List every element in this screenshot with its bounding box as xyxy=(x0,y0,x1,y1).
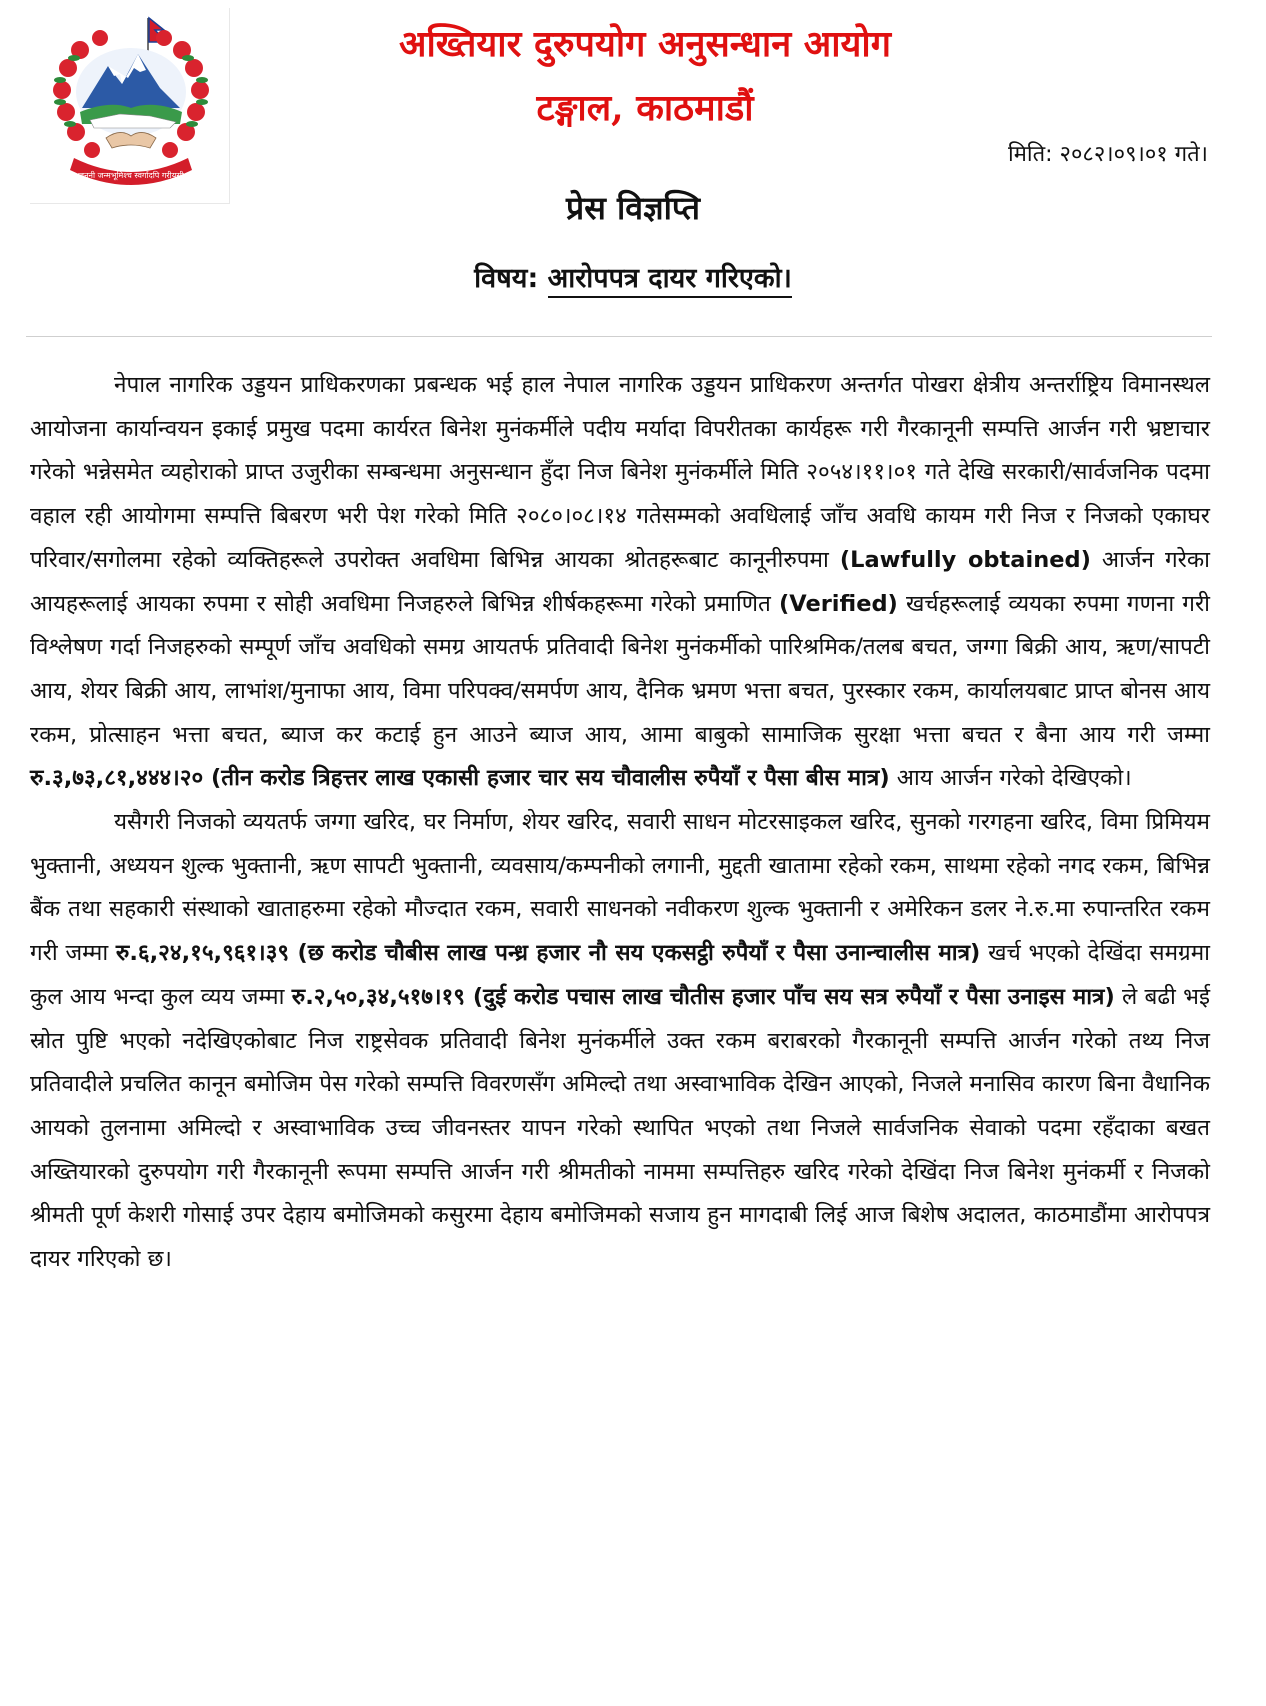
paragraph-segment-bold: (Verified) xyxy=(778,590,898,617)
paragraph-segment: नेपाल नागरिक उड्डयन प्राधिकरणका प्रबन्धक भई हाल नेपाल नागरिक उड्डयन प्राधिकरण अन्तर्गत पोखरा क्षेत्रीय अन्तर्राष्ट्रिय विमानस्थल आयोजना कार्यान्वयन इकाई प्रमुख पदमा कार्यरत बिनेश मुनंकर्मीले पदीय मर्यादा विपरीतका कार्यहरू गरी गैरकानूनी सम्पत्ति आर्जन गरी भ्रष्टाचार गरेको भन्नेसमेत व्यहोराको प्राप्त उजुरीका सम्बन्धमा अनुसन्धान हुँदा निज बिनेश मुनंकर्मीले मिति २०५४।११।०१ गते देखि सरकारी/सार्वजनिक पदमा वहाल रही आयोगमा सम्पत्ति बिबरण भरी पेश गरेको मिति २०८०।०८।१४ गतेसम्मको अवधिलाई जाँच अवधि कायम गरी निज र निजको एकाघर परिवार/सगोलमा रहेको व्यक्तिहरूले उपरोक्त अवधिमा बिभिन्न आयका श्रोतहरूबाट कानूनीरुपमा xyxy=(30,372,1210,573)
body-paragraph-2 xyxy=(30,801,1210,1282)
subject-label: विषय: xyxy=(474,263,539,294)
paragraph-segment-bold: रु.६,२४,१५,९६१।३९ (छ करोड चौबीस लाख पन्ध्र हजार नौ सय एकसट्ठी रुपैयाँ र पैसा उनान्चालीस मात्र) xyxy=(115,940,981,967)
document-title: प्रेस विज्ञप्ति xyxy=(566,189,700,227)
issue-date: मिति: २०८२।०९।०१ गते। xyxy=(1008,142,1208,167)
subject-line xyxy=(0,258,1266,295)
subject-text: आरोपपत्र दायर गरिएको। xyxy=(548,263,792,298)
paragraph-segment-bold: रु.३,७३,८१,४४४।२० (तीन करोड त्रिहत्तर लाख एकासी हजार चार सय चौवालीस रुपैयाँ र पैसा बीस मात्र) xyxy=(30,765,890,792)
body-paragraph-1 xyxy=(30,364,1210,801)
header-divider xyxy=(26,336,1212,337)
paragraph-segment: यसैगरी निजको व्ययतर्फ जग्गा खरिद, घर निर्माण, शेयर खरिद, सवारी साधन मोटरसाइकल खरिद, सुनको गरगहना खरिद, विमा प्रिमियम भुक्तानी, अध्ययन शुल्क भुक्तानी, ऋण सापटी भुक्तानी, व्यवसाय/कम्पनीको लगानी, मुद्दती खातामा रहेको रकम, साथमा रहेको नगद रकम, बिभिन्न बैंक तथा सहकारी संस्थाको खाताहरुमा रहेको मौज्दात रकम, सवारी साधनको नवीकरण शुल्क भुक्तानी र अमेरिकन डलर ने.रु.मा रुपान्तरित रकम गरी जम्मा xyxy=(30,809,1210,967)
svg-text:जननी जन्मभूमिश्च स्वर्गादपि गर: जननी जन्मभूमिश्च स्वर्गादपि गरीयसी xyxy=(78,171,184,180)
paragraph-segment: आर्जन गरेका आयहरूलाई आयका रुपमा र सोही अवधिमा निजहरुले बिभिन्न शीर्षकहरूमा गरेको प्रमाणित xyxy=(30,546,1210,617)
paragraph-segment: खर्चहरूलाई व्ययका रुपमा गणना गरी विश्लेषण गर्दा निजहरुको सम्पूर्ण जाँच अवधिको समग्र आयतर्फ प्रतिवादी बिनेश मुनंकर्मीको पारिश्रमिक/तलब बचत, जग्गा बिक्री आय, ऋण/सापटी आय, शेयर बिक्री आय, लाभांश/मुनाफा आय, विमा परिपक्व/समर्पण आय, दैनिक भ्रमण भत्ता बचत, पुरस्कार रकम, कार्यालयबाट प्राप्त बोनस आय रकम, प्रोत्साहन भत्ता बचत, ब्याज कर कटाई हुन आउने ब्याज आय, आमा बाबुको सामाजिक सुरक्षा भत्ता बचत र बैना आय गरी जम्मा xyxy=(30,590,1210,748)
paragraph-segment-bold: रु.२,५०,३४,५१७।१९ (दुई करोड पचास लाख चौतीस हजार पाँच सय सत्र रुपैयाँ र पैसा उनाइस मात्र) xyxy=(291,983,1115,1010)
organization-location: टङ्गाल, काठमाडौं xyxy=(536,87,754,129)
document-body xyxy=(30,364,1210,1282)
paragraph-segment: खर्च भएको देखिंदा समग्रमा कुल आय भन्दा कुल व्यय जम्मा xyxy=(30,940,1210,1010)
paragraph-segment-bold: (Lawfully obtained) xyxy=(839,546,1091,573)
organization-name: अख्तियार दुरुपयोग अनुसन्धान आयोग xyxy=(398,23,892,65)
paragraph-segment: आय आर्जन गरेको देखिएको। xyxy=(889,765,1132,792)
coat-of-arms-emblem xyxy=(30,8,232,204)
paragraph-segment: ले बढी भई स्रोत पुष्टि भएको नदेखिएकोबाट निज राष्ट्रसेवक प्रतिवादी बिनेश मुनंकर्मीले उक्त रकम बराबरको गैरकानूनी सम्पत्ति आर्जन गरेको तथ्य निज प्रतिवादीले प्रचलित कानून बमोजिम पेस गरेको सम्पत्ति विवरणसँग अमिल्दो तथा अस्वाभाविक देखिन आएको, निजले मनासिव कारण बिना वैधानिक आयको तुलनामा अमिल्दो र अस्वाभाविक उच्च जीवनस्तर यापन गरेको स्थापित भएको तथा निजले सार्वजनिक सेवाको पदमा रहँदाका बखत अख्तियारको दुरुपयोग गरी गैरकानूनी रूपमा सम्पत्ति आर्जन गरी श्रीमतीको नाममा सम्पत्तिहरु खरिद गरेको देखिंदा निज बिनेश मुनंकर्मी र निजको श्रीमती पूर्ण केशरी गोसाई उपर देहाय बमोजिमको कसुरमा देहाय बमोजिमको सजाय हुन मागदाबी लिई आज बिशेष अदालत, काठमाडौंमा आरोपपत्र दायर गरिएको छ। xyxy=(30,983,1211,1273)
